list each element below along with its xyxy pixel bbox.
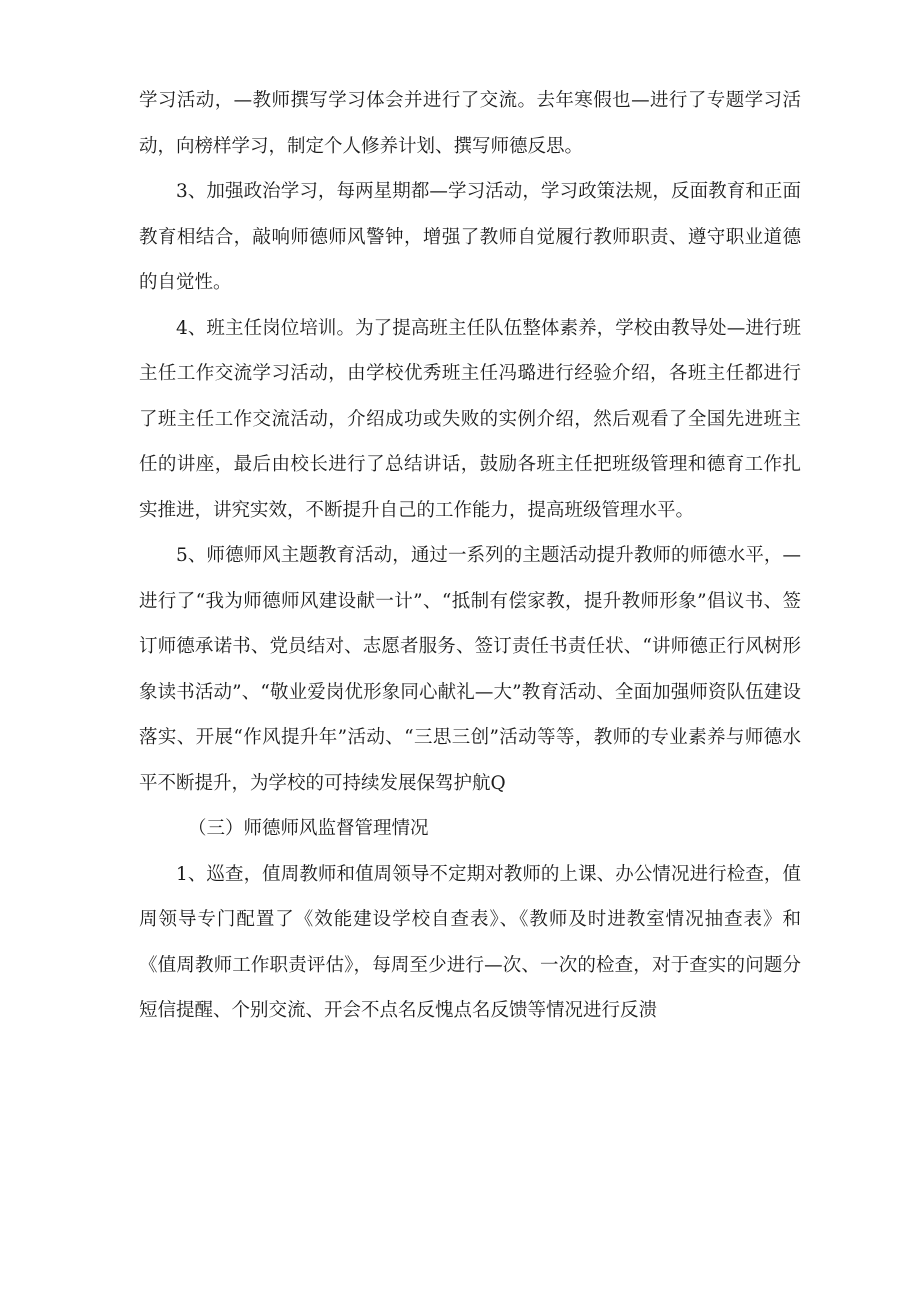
paragraph-1: 1、巡查，值周教师和值周领导不定期对教师的上课、办公情况进行检查，值周领导专门配置了《效能建设学校自查表》、《教师及时进教室情况抽查表》和《值周教师工作职责评估》，每周至少进行—次、一次的检查，对于查实的问题分短信提醒、个别交流、开会不点名反愧点名反馈等情况进行反溃 [139,863,801,1021]
section-heading-3: （三）师德师风监督管理情况 [188,818,429,839]
paragraph-4: 4、班主任岗位培训。为了提高班主任队伍整体素养，学校由教导处—进行班主任工作交流学习活动，由学校优秀班主任冯璐进行经验介绍，各班主任都进行了班主任工作交流活动，介绍成功或失败的实例介绍，然后观看了全国先进班主任的讲座，最后由校长进行了总结讲话，鼓励各班主任把班级管理和德育工作扎实推进，讲究实效，不断提升自己的工作能力，提高班级管理水平。 [139,317,801,521]
document-body [139,78,801,1034]
paragraph-5: 5、师德师风主题教育活动，通过一系列的主题活动提升教师的师德水平，—进行了“我为师德师风建设献一计”、“抵制有偿家教，提升教师形象”倡议书、签订师德承诺书、党员结对、志愿者服务、签订责任书责任状、“讲师德正行风树形象读书活动”、“敬业爱岗优形象同心献礼—大”教育活动、全面加强师资队伍建设落实、开展“作风提升年”活动、“三思三创”活动等等，教师的专业素养与师德水平不断提升，为学校的可持续发展保驾护航Q [139,545,801,794]
paragraph-3: 3、加强政治学习，每两星期都—学习活动，学习政策法规，反面教育和正面教育相结合，敲响师德师风警钟，增强了教师自觉履行教师职责、遵守职业道德的自觉性。 [139,181,801,293]
paragraph-continuation: 学习活动，—教师撰写学习体会并进行了交流。去年寒假也—进行了专题学习活动，向榜样学习，制定个人修养计划、撰写师德反思。 [139,90,801,157]
